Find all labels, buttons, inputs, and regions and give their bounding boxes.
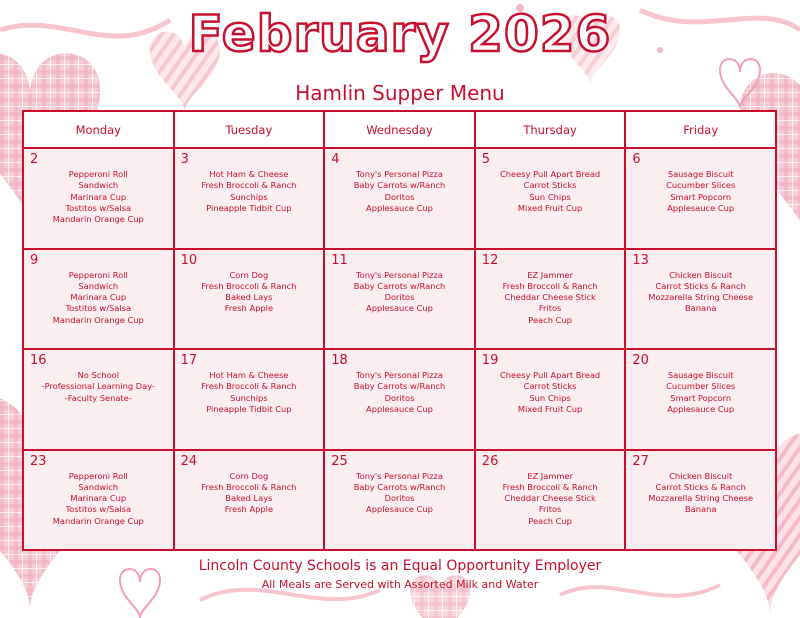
day-number: 9 — [30, 252, 39, 268]
menu-item: Tostitos w/Salsa — [65, 202, 132, 213]
menu-item: Corn Dog — [229, 470, 269, 481]
menu-item: Peach Cup — [528, 515, 572, 526]
menu-item: -Faculty Senate- — [64, 392, 132, 403]
menu-item: Sandwich — [78, 180, 119, 191]
menu-item: Sausage Biscuit — [667, 370, 734, 380]
day-number: 23 — [30, 453, 47, 469]
day-cell — [175, 451, 324, 550]
menu-items — [476, 270, 625, 326]
menu-items — [325, 169, 474, 214]
menu-items — [476, 169, 625, 214]
menu-item: Fresh Broccoli & Ranch — [201, 280, 297, 291]
day-number: 19 — [481, 353, 499, 368]
menu-item: Baked Lays — [225, 292, 273, 303]
menu-item: Applesauce Cup — [366, 303, 433, 314]
menu-item: Pineapple Tidbit Cup — [206, 202, 292, 213]
menu-item: Fritos — [538, 303, 562, 314]
day-cell — [476, 451, 625, 550]
menu-items — [24, 270, 173, 326]
menu-item: Mandarin Orange Cup — [52, 314, 144, 325]
menu-item: Sunchips — [230, 191, 268, 202]
milk-water-notice: All Meals are Served with Assorted Milk and Water — [261, 578, 539, 591]
menu-item: Sun Chips — [529, 392, 571, 403]
menu-item: Baby Carrots w/Ranch — [353, 180, 446, 191]
menu-item: Applesauce Cup — [667, 403, 735, 414]
menu-item: Sunchips — [230, 392, 268, 403]
menu-items — [175, 370, 324, 415]
menu-item: Fritos — [538, 504, 562, 515]
day-number: 24 — [180, 453, 198, 469]
menu-item: Tony's Personal Pizza — [356, 269, 443, 280]
day-cell — [476, 250, 625, 349]
day-cell — [325, 250, 474, 349]
menu-items — [24, 169, 173, 225]
menu-item: Chicken Biscuit — [669, 269, 733, 280]
menu-item: EZ Jammer — [527, 269, 573, 280]
menu-item: Fresh Apple — [224, 303, 274, 314]
day-cell — [325, 451, 474, 550]
menu-item: Applesauce Cup — [366, 403, 433, 414]
menu-item: Mozzarella String Cheese — [648, 292, 754, 303]
day-number: 11 — [331, 252, 348, 268]
menu-items — [24, 370, 173, 404]
weekday-header-thursday: Thursday — [476, 112, 625, 147]
menu-items — [626, 370, 775, 415]
menu-item: Sandwich — [78, 280, 119, 291]
menu-item: Doritos — [384, 392, 415, 403]
day-cell — [175, 350, 324, 449]
menu-item: Baby Carrots w/Ranch — [353, 381, 446, 392]
menu-item: Mozzarella String Cheese — [648, 493, 754, 504]
menu-item: Mixed Fruit Cup — [517, 202, 583, 213]
menu-item: Tony's Personal Pizza — [356, 470, 443, 481]
menu-item: Sandwich — [78, 481, 119, 492]
menu-items — [325, 471, 474, 516]
menu-item: Mandarin Orange Cup — [52, 214, 144, 225]
menu-item: Mandarin Orange Cup — [52, 515, 144, 526]
menu-item: No School — [77, 370, 120, 380]
weekday-header-tuesday: Tuesday — [175, 112, 324, 147]
menu-item: Mixed Fruit Cup — [517, 403, 583, 414]
menu-item: Tostitos w/Salsa — [65, 504, 132, 515]
day-number: 26 — [481, 453, 499, 469]
page-subtitle: Hamlin Supper Menu — [295, 81, 505, 105]
day-number: 3 — [180, 152, 189, 167]
day-cell — [476, 149, 625, 248]
menu-items — [175, 270, 324, 315]
menu-item: Chicken Biscuit — [669, 470, 733, 481]
menu-item: Cheesy Pull Apart Bread — [499, 370, 601, 380]
day-number: 6 — [632, 152, 641, 167]
menu-item: Peach Cup — [528, 314, 572, 325]
menu-item: Sun Chips — [529, 191, 571, 202]
menu-item: Pepperoni Roll — [68, 269, 128, 280]
menu-item: Baby Carrots w/Ranch — [353, 280, 446, 291]
day-cell — [626, 250, 775, 349]
menu-items — [626, 169, 775, 214]
menu-item: Smart Popcorn — [670, 191, 732, 202]
weekday-header-wednesday: Wednesday — [325, 112, 474, 147]
menu-item: Fresh Broccoli & Ranch — [502, 280, 598, 291]
day-number: 20 — [632, 353, 649, 368]
menu-item: Pepperoni Roll — [68, 169, 128, 179]
day-number: 16 — [30, 353, 47, 368]
menu-item: Cheddar Cheese Stick — [504, 292, 596, 303]
day-number: 27 — [632, 453, 649, 469]
menu-item: Applesauce Cup — [667, 202, 735, 213]
menu-item: Fresh Broccoli & Ranch — [201, 180, 297, 191]
day-number: 4 — [331, 152, 340, 167]
menu-item: Marinara Cup — [70, 493, 127, 504]
menu-item: Smart Popcorn — [670, 392, 732, 403]
menu-item: Carrot Sticks — [523, 180, 577, 191]
menu-item: Cheddar Cheese Stick — [504, 493, 596, 504]
day-number: 10 — [180, 252, 198, 268]
menu-item: Corn Dog — [229, 269, 269, 280]
day-cell — [24, 149, 173, 248]
menu-item: Pineapple Tidbit Cup — [206, 403, 292, 414]
menu-item: Applesauce Cup — [366, 202, 433, 213]
day-number: 17 — [180, 353, 198, 368]
menu-item: Banana — [684, 303, 717, 314]
menu-item: Fresh Apple — [224, 504, 274, 515]
menu-item: Fresh Broccoli & Ranch — [502, 481, 598, 492]
menu-item: Sausage Biscuit — [667, 169, 734, 179]
day-cell — [626, 451, 775, 550]
menu-items — [626, 270, 775, 315]
day-cell — [626, 149, 775, 248]
day-number: 13 — [632, 252, 649, 268]
menu-items — [476, 370, 625, 415]
day-cell — [24, 350, 173, 449]
menu-item: Cheesy Pull Apart Bread — [499, 169, 601, 179]
page-title: February 2026 — [188, 5, 612, 63]
menu-item: Pepperoni Roll — [68, 470, 128, 481]
day-cell — [175, 149, 324, 248]
day-cell — [325, 350, 474, 449]
day-number: 25 — [331, 453, 348, 469]
menu-item: -Professional Learning Day- — [41, 381, 155, 392]
menu-item: Cucumber Slices — [666, 381, 736, 392]
menu-item: Applesauce Cup — [366, 504, 433, 515]
menu-item: Carrot Sticks & Ranch — [655, 280, 746, 291]
day-cell — [626, 350, 775, 449]
menu-item: Tostitos w/Salsa — [65, 303, 132, 314]
day-cell — [325, 149, 474, 248]
menu-item: Tony's Personal Pizza — [356, 169, 443, 179]
menu-item: Marinara Cup — [70, 292, 127, 303]
menu-item: Hot Ham & Cheese — [209, 370, 289, 380]
menu-item: Baked Lays — [225, 493, 273, 504]
menu-item: EZ Jammer — [527, 470, 573, 481]
menu-items — [476, 471, 625, 527]
menu-item: Doritos — [384, 191, 415, 202]
day-number: 2 — [30, 152, 39, 167]
day-number: 5 — [481, 152, 491, 167]
menu-item: Doritos — [384, 292, 415, 303]
day-number: 12 — [481, 252, 499, 268]
day-cell — [476, 350, 625, 449]
menu-calendar — [22, 110, 777, 551]
menu-item: Marinara Cup — [70, 191, 127, 202]
menu-items — [325, 270, 474, 315]
menu-item: Carrot Sticks — [523, 381, 577, 392]
menu-item: Baby Carrots w/Ranch — [353, 481, 446, 492]
menu-item: Doritos — [384, 493, 415, 504]
menu-item: Hot Ham & Cheese — [209, 169, 289, 179]
menu-items — [175, 471, 324, 516]
menu-item: Fresh Broccoli & Ranch — [201, 381, 297, 392]
day-cell — [175, 250, 324, 349]
weekday-header-friday: Friday — [626, 112, 775, 147]
menu-item: Carrot Sticks & Ranch — [655, 481, 746, 492]
day-cell — [24, 250, 173, 349]
menu-item: Cucumber Slices — [666, 180, 736, 191]
menu-item: Tony's Personal Pizza — [356, 370, 443, 380]
equal-opportunity-notice: Lincoln County Schools is an Equal Opportunity Employer — [198, 558, 602, 574]
day-cell — [24, 451, 173, 550]
menu-items — [325, 370, 474, 415]
menu-items — [626, 471, 775, 516]
menu-item: Fresh Broccoli & Ranch — [201, 481, 297, 492]
day-number: 18 — [331, 353, 348, 368]
menu-items — [175, 169, 324, 214]
menu-items — [24, 471, 173, 527]
menu-item: Banana — [684, 504, 717, 515]
weekday-header-monday: Monday — [24, 112, 173, 147]
